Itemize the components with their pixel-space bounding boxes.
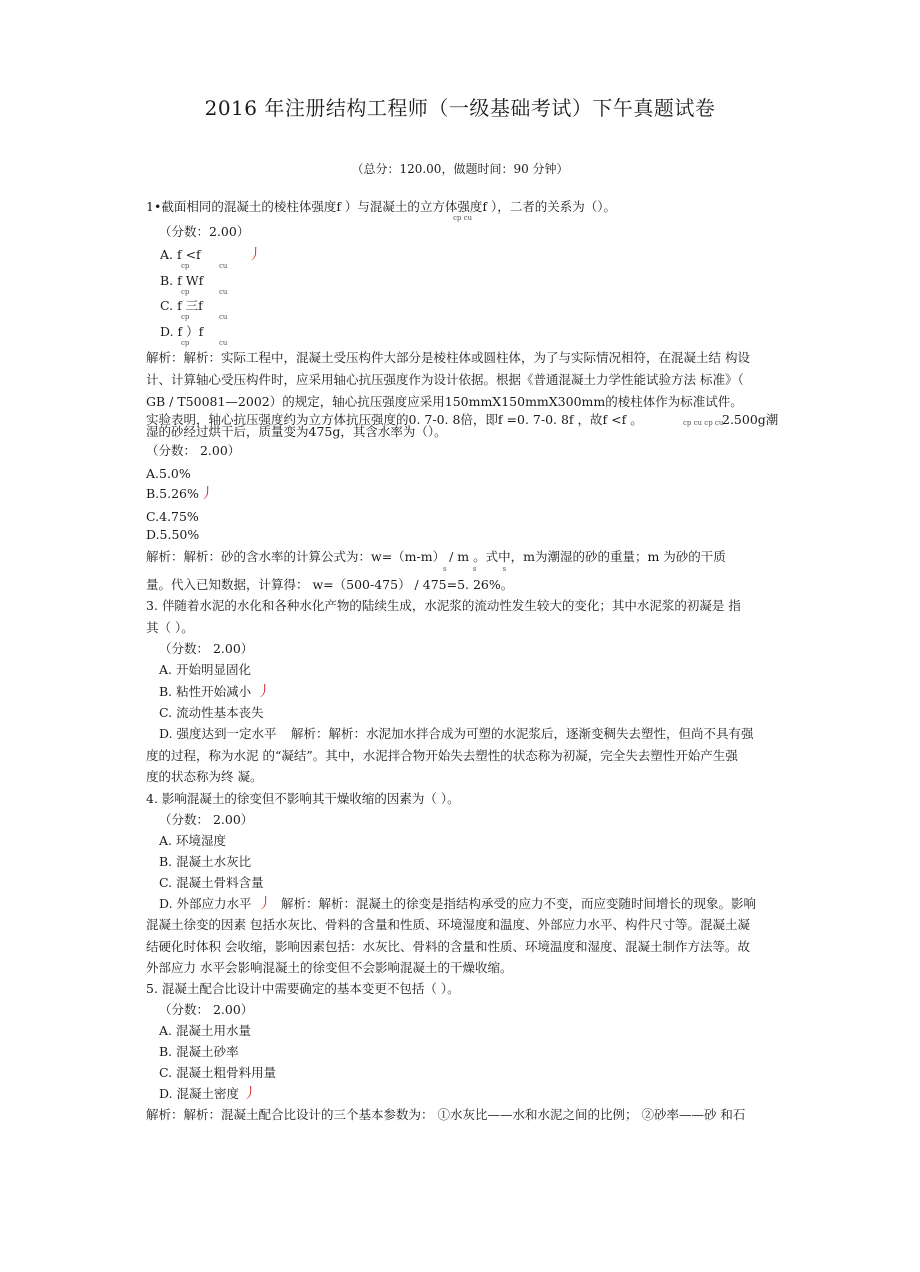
q1-option-d-sub: cp [181,339,190,347]
q1-analysis-subscripts: cp cu cp cu [683,419,724,427]
q1-option-d-sub: cu [219,339,228,347]
correct-answer-mark: 丿 [200,486,214,502]
q2-analysis-line: 量。代入已知数据，计算得： w=（500-475） / 475=5. 26%。 [146,577,514,592]
q2-analysis-line: 解析：解析：砂的含水率的计算公式为：w=（m-m） / m 。式中，m为潮湿的砂的重量；m 为砂的干质 [146,549,726,564]
q5-option-a[interactable]: A. 混凝土用水量 [159,1023,251,1038]
correct-answer-mark: 丿 [243,1086,257,1102]
q1-analysis-line: 计、计算轴心受压构件时，应采用轴心抗压强度作为设计依据。根据《普通混凝土力学性能试验方法 标准》（ [146,372,744,387]
q4-option-b[interactable]: B. 混凝土水灰比 [159,854,252,869]
q1-analysis-line: 解析：解析：实际工程中，混凝土受压构件大部分是棱柱体或圆柱体，为了与实际情况相符，在混凝土结 构设 [146,350,750,365]
q4-stem: 4. 影响混凝土的徐变但不影响其干燥收缩的因素为（ ）。 [146,791,460,806]
q1-option-c-sub: cp [181,313,190,321]
q5-option-b[interactable]: B. 混凝土砂率 [159,1044,239,1059]
q1-analysis-line: GB / T50081—2002）的规定，轴心抗压强度应采用150mmX150mmX300mm的棱柱体作为标准试件。 [146,394,743,409]
q1-score: （分数：2.00） [159,224,250,239]
q1-option-c-sub: cu [219,313,228,321]
q5-analysis-line: 解析：解析：混凝土配合比设计的三个基本参数为： ①水灰比——水和水泥之间的比例； ②砂率——砂 和石 [146,1107,746,1122]
q3-score: （分数： 2.00） [159,641,254,656]
q2-option-c[interactable]: C.4.75% [146,509,199,524]
q4-analysis-line: 解析：解析：混凝土的徐变是指结构承受的应力不变，而应变随时间增长的现象。影响 [281,896,757,911]
q5-option-c[interactable]: C. 混凝土粗骨料用量 [159,1065,277,1080]
exam-meta: （总分：120.00，做题时间：90 分钟） [351,162,569,176]
q3-option-c[interactable]: C. 流动性基本丧失 [159,705,264,720]
q4-option-a[interactable]: A. 环境湿度 [159,833,226,848]
q4-analysis-line: 结硬化时体积 会收缩，影响因素包括：水灰比、骨料的含量和性质、环境温度和湿度、混凝土制作方法等。故 [146,939,750,954]
q1-option-b-sub: cp [181,288,190,296]
q1-option-c[interactable]: C. f 三f [160,298,203,313]
q3-option-d[interactable]: D. 强度达到一定水平 [159,726,277,741]
q3-analysis-line: 度的状态称为终 凝。 [146,769,263,784]
q4-analysis-line: 混凝土徐变的因素 包括水灰比、骨料的含量和性质、环境湿度和温度、外部应力水平、构件尺寸等。混凝土凝 [146,917,750,932]
q1-option-b-sub: cu [219,288,228,296]
q1-option-d[interactable]: D. f ）f [160,324,204,339]
q3-analysis-line: 度的过程，称为水泥 的“凝结”。其中，水泥拌合物开始失去塑性的状态称为初凝，完全失去塑性开始产生强 [146,748,738,763]
q4-analysis-line: 外部应力 水平会影响混凝土的徐变但不会影响混凝土的干燥收缩。 [146,960,513,975]
q1-stem-subscripts: cp cu [453,214,473,222]
q2-option-b[interactable]: B.5.26% [146,486,199,501]
q2-option-d[interactable]: D.5.50% [146,527,200,542]
correct-answer-mark: 丿 [248,247,262,263]
q4-option-c[interactable]: C. 混凝土骨料含量 [159,875,264,890]
q2-stem: 湿的砂经过烘干后，质量变为475g，其含水率为（）。 [146,424,447,439]
correct-answer-mark: 丿 [258,896,272,912]
q4-score: （分数： 2.00） [159,812,254,827]
page-title: 2016 年注册结构工程师（一级基础考试）下午真题试卷 [204,96,716,120]
q1-option-a-sub: cu [219,262,228,270]
q1-analysis-line: 实验表明，轴心抗压强度约为立方体抗压强度的0. 7-0. 8倍，即f =0. 7-0. 8f ，故f <f 。 [146,412,643,427]
correct-answer-mark: 丿 [257,684,271,700]
q3-stem: 3. 伴随着水泥的水化和各种水化产物的陆续生成，水泥浆的流动性发生较大的变化；其中水泥浆的初凝是 指 [146,598,741,613]
q1-option-a-sub: cp [181,262,190,270]
q5-option-d[interactable]: D. 混凝土密度 [159,1086,240,1101]
q1-option-b[interactable]: B. f Wf [160,273,204,288]
q3-option-b[interactable]: B. 粘性开始减小 [159,684,252,699]
q2-stem-start: 2.500g潮 [722,412,779,427]
q4-option-d[interactable]: D. 外部应力水平 [159,896,252,911]
q2-score: （分数： 2.00） [146,443,241,458]
q3-stem: 其（ ）。 [146,620,194,635]
q3-option-a[interactable]: A. 开始明显固化 [159,662,251,677]
q1-option-a[interactable]: A. f <f [160,247,201,262]
q3-analysis-line: 解析：解析：水泥加水拌合成为可塑的水泥浆后，逐渐变稠失去塑性，但尚不具有强 [291,726,754,741]
q2-analysis-subscripts: s s s [443,565,507,573]
q2-option-a[interactable]: A.5.0% [146,466,191,481]
q5-stem: 5. 混凝土配合比设计中需要确定的基本变更不包括（ ）。 [146,981,460,996]
q1-stem: 1•截面相同的混凝土的棱柱体强度f ）与混凝土的立方体强度f ），二者的关系为（）。 [146,199,617,214]
q5-score: （分数： 2.00） [159,1002,254,1017]
